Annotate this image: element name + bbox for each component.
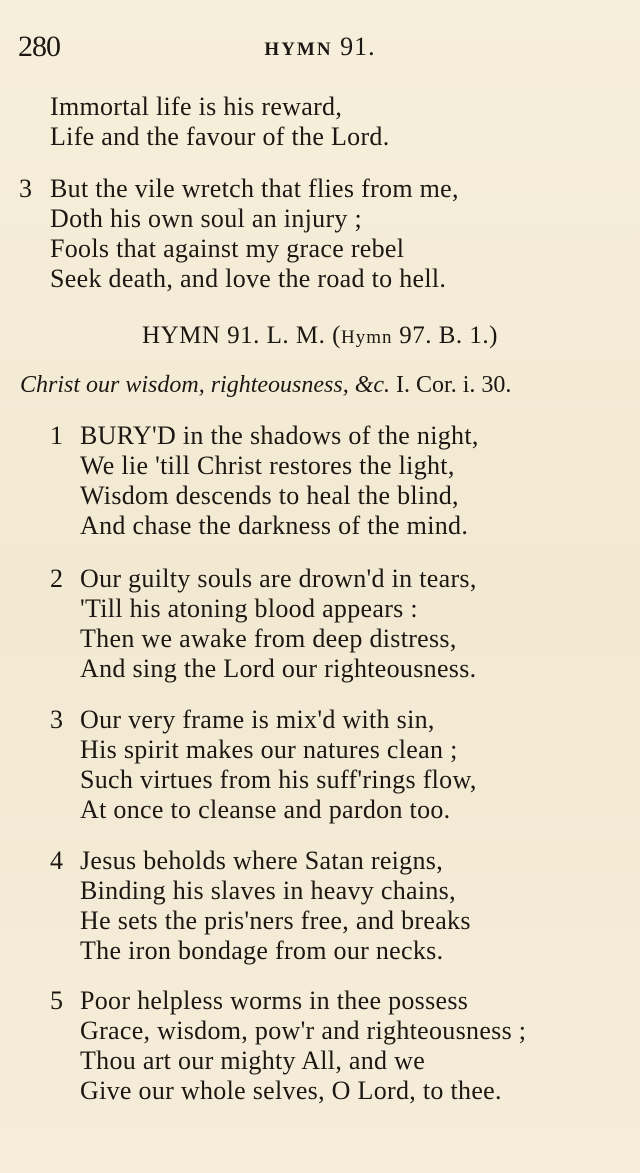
hymn-title-sc: Hymn — [340, 327, 393, 348]
hymn-title-main: HYMN 91. L. M. ( — [142, 322, 341, 349]
running-head — [18, 32, 622, 62]
stanza-2-line-2: 'Till his atoning blood appears : — [80, 594, 418, 623]
prev-line-2: Life and the favour of the Lord. — [50, 122, 390, 151]
running-head-word: HYMN — [264, 39, 333, 60]
stanza-2-number: 2 — [50, 564, 63, 593]
prev-stanza-3-line-2: Doth his own soul an injury ; — [50, 204, 363, 233]
hymn-title — [0, 322, 640, 350]
prev-stanza-3-line-4: Seek death, and love the road to hell. — [50, 264, 447, 293]
prev-stanza-3-line-1: But the vile wretch that flies from me, — [50, 174, 459, 203]
stanza-3-line-2: His spirit makes our natures clean ; — [80, 735, 458, 764]
stanza-1-line-2: We lie 'till Christ restores the light, — [80, 451, 455, 480]
stanza-4-number: 4 — [50, 846, 63, 875]
hymn-subtitle-reference: I. Cor. i. 30. — [390, 372, 512, 398]
stanza-2-line-3: Then we awake from deep distress, — [80, 624, 457, 653]
stanza-4-line-4: The iron bondage from our necks. — [80, 936, 444, 965]
stanza-4-line-2: Binding his slaves in heavy chains, — [80, 876, 456, 905]
stanza-5-line-3: Thou art our mighty All, and we — [80, 1046, 426, 1075]
stanza-2-line-4: And sing the Lord our righteousness. — [80, 654, 477, 683]
stanza-3-number: 3 — [50, 705, 63, 734]
stanza-1-line-4: And chase the darkness of the mind. — [80, 511, 469, 540]
prev-line-1: Immortal life is his reward, — [50, 92, 343, 121]
stanza-1-number: 1 — [50, 421, 63, 450]
stanza-5-line-2: Grace, wisdom, pow'r and righteousness ; — [80, 1016, 527, 1045]
stanza-5-line-1: Poor helpless worms in thee possess — [80, 986, 469, 1015]
stanza-1-line-1: BURY'D in the shadows of the night, — [80, 421, 479, 450]
prev-stanza-number: 3 — [19, 174, 32, 203]
stanza-3-line-1: Our very frame is mix'd with sin, — [80, 705, 435, 734]
stanza-5-line-4: Give our whole selves, O Lord, to thee. — [80, 1076, 502, 1105]
running-head-number: 91. — [340, 32, 376, 61]
stanza-2-line-1: Our guilty souls are drown'd in tears, — [80, 564, 477, 593]
hymn-subtitle — [20, 372, 511, 399]
hymn-subtitle-theme: Christ our wisdom, righteousness, &c. — [20, 372, 391, 398]
prev-stanza-3-line-3: Fools that against my grace rebel — [50, 234, 405, 263]
page-number: 280 — [18, 30, 60, 63]
stanza-4-line-1: Jesus beholds where Satan reigns, — [80, 846, 443, 875]
hymn-title-end: 97. B. 1.) — [392, 322, 498, 349]
stanza-5-number: 5 — [50, 986, 63, 1015]
stanza-1-line-3: Wisdom descends to heal the blind, — [80, 481, 459, 510]
stanza-3-line-4: At once to cleanse and pardon too. — [80, 795, 451, 824]
stanza-3-line-3: Such virtues from his suff'rings flow, — [80, 765, 477, 794]
stanza-4-line-3: He sets the pris'ners free, and breaks — [80, 906, 471, 935]
page-header — [18, 30, 622, 70]
